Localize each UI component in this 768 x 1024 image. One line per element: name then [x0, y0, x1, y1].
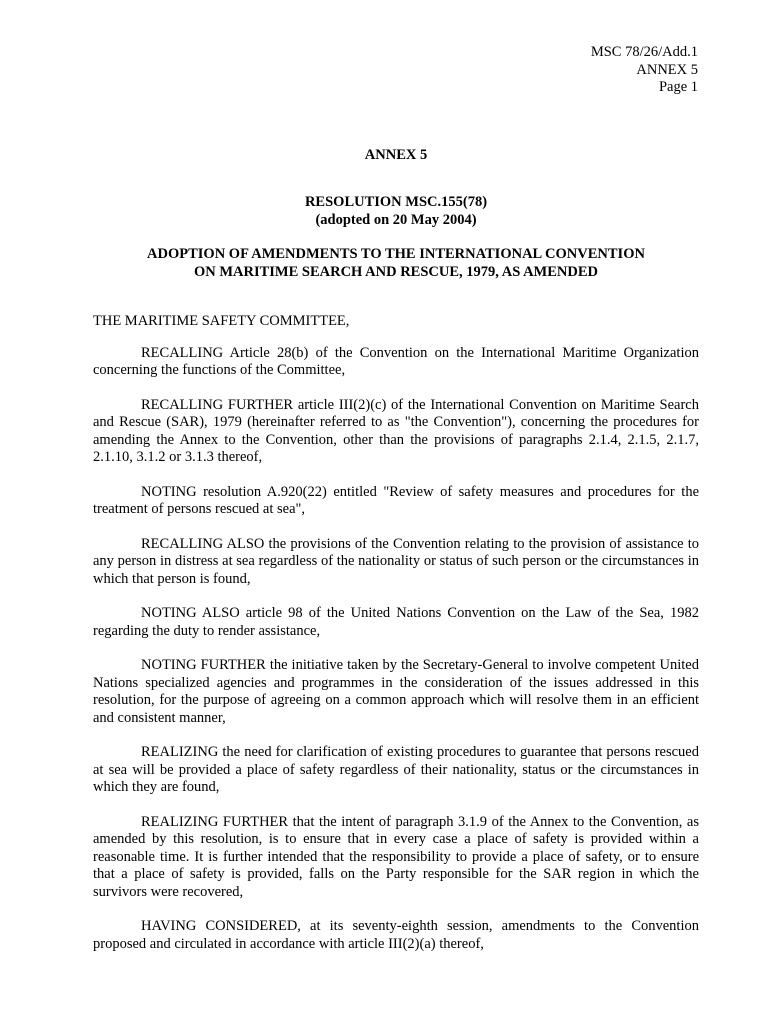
paragraph-noting-further: NOTING FURTHER the initiative taken by the Secretary-General to involve competent United Nations specialized agencies and programmes in the consideration of the issues addressed in this resolution, for the purpose of agreeing on a common approach which will resolve them in an efficient and consistent manner,	[93, 657, 699, 726]
committee-line: THE MARITIME SAFETY COMMITTEE,	[93, 313, 350, 329]
subject-line-1: ADOPTION OF AMENDMENTS TO THE INTERNATIONAL CONVENTION	[147, 246, 645, 262]
adoption-date: (adopted on 20 May 2004)	[315, 212, 477, 228]
annex-title	[93, 146, 699, 164]
page-header	[591, 44, 698, 97]
paragraph-noting-also: NOTING ALSO article 98 of the United Nations Convention on the Law of the Sea, 1982 regarding the duty to render assistance,	[93, 605, 699, 639]
paragraph-recalling-also: RECALLING ALSO the provisions of the Convention relating to the provision of assistance to any person in distress at sea regardless of the nationality or status of such person or the circumstances in which that person is found,	[93, 535, 699, 587]
annex-heading: ANNEX 5	[364, 147, 428, 163]
paragraph-realizing-further: REALIZING FURTHER that the intent of paragraph 3.1.9 of the Annex to the Convention, as amended by this resolution, is to ensure that in every case a place of safety is provided within a reasonable time. It is further intended that the responsibility to provide a place of safety, or to ensure that a place of safety is provided, falls on the Party responsible for the SAR region in which the survivors were recovered,	[93, 813, 699, 900]
paragraph-noting: NOTING resolution A.920(22) entitled "Review of safety measures and procedures for the treatment of persons rescued at sea",	[93, 483, 699, 517]
annex-reference: ANNEX 5	[636, 61, 698, 78]
paragraph-recalling: RECALLING Article 28(b) of the Convention on the International Maritime Organization concerning the functions of the Committee,	[93, 344, 699, 378]
paragraph-having-considered: HAVING CONSIDERED, at its seventy-eighth session, amendments to the Convention proposed and circulated in accordance with article III(2)(a) thereof,	[93, 918, 699, 952]
paragraph-recalling-further: RECALLING FURTHER article III(2)(c) of the International Convention on Maritime Search and Rescue (SAR), 1979 (hereinafter referred to as "the Convention"), concerning the procedures for amending the Annex to the Convention, other than the provisions of paragraphs 2.1.4, 2.1.5, 2.1.7, 2.1.10, 3.1.2 or 3.1.3 thereof,	[93, 396, 699, 465]
page-number: Page 1	[658, 79, 698, 95]
paragraph-realizing: REALIZING the need for clarification of existing procedures to guarantee that persons rescued at sea will be provided a place of safety regardless of their nationality, status or the circumstances in which they are found,	[93, 744, 699, 795]
resolution-body	[93, 313, 699, 970]
document-reference: MSC 78/26/Add.1	[590, 44, 698, 60]
subject-line-2: ON MARITIME SEARCH AND RESCUE, 1979, AS AMENDED	[193, 264, 599, 280]
resolution-title-block	[93, 193, 699, 229]
subject-title-block	[93, 245, 699, 281]
resolution-number: RESOLUTION MSC.155(78)	[304, 194, 488, 210]
